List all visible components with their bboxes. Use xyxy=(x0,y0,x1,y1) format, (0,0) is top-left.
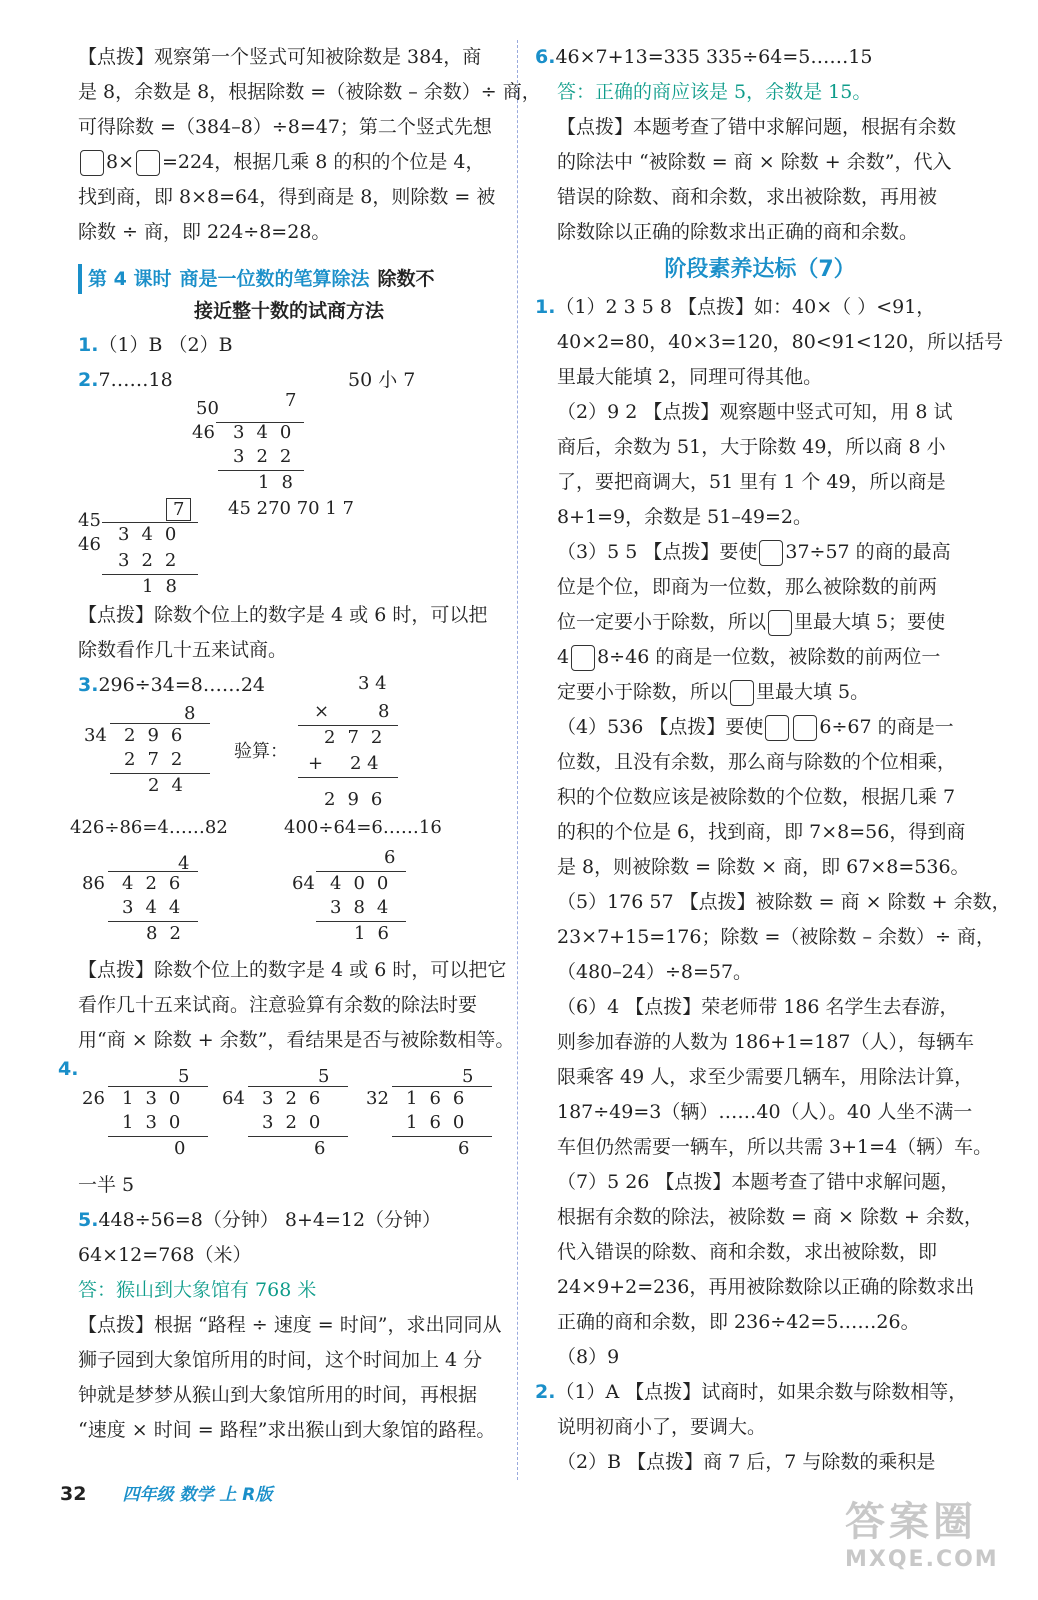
question-number: 1. xyxy=(78,334,99,356)
lesson-tag: 第 4 课时 xyxy=(78,264,171,294)
answer-text: 46×7+13=335 335÷64=5……15 xyxy=(555,46,873,68)
blank-box xyxy=(571,645,595,671)
text-line: 【点拨】观察第一个竖式可知被除数是 384，商 xyxy=(78,46,482,68)
text-fragment: 37÷57 的商的最高 xyxy=(785,541,951,563)
text-line: 了，要把商调大，51 里有 1 个 49，所以商是 xyxy=(557,471,946,493)
text-fragment: 里最大填 5；要使 xyxy=(794,611,946,633)
question-number: 4. xyxy=(58,1058,79,1080)
question-4-divisions: 4. 5 26 130 130 0 5 64 326 320 6 5 32 166 160 6 xyxy=(78,1058,500,1168)
text-line: 可得除数 =（384–8）÷8=47；第二个竖式先想 xyxy=(78,116,492,138)
lesson-title: 商是一位数的笔算除法 xyxy=(179,268,370,290)
text-line: 车但仍然需要一辆车，所以共需 3+1=4（辆）车。 xyxy=(557,1136,993,1158)
question-number: 6. xyxy=(535,46,556,68)
text-line: 限乘客 49 人，求至少需要几辆车，用除法计算， xyxy=(557,1066,974,1088)
answer-statement: 答：猴山到大象馆有 768 米 xyxy=(78,1279,317,1301)
text-line: 的积的个位是 6，找到商，即 7×8=56，得到商 xyxy=(557,821,966,843)
text-fragment: 定要小于除数，所以 xyxy=(557,681,729,703)
text-line: 23×7+15=176；除数 =（被除数 – 余数）÷ 商， xyxy=(557,926,995,948)
question-number: 5. xyxy=(78,1209,99,1231)
answer-text: 64×12=768（米） xyxy=(78,1244,252,1266)
text-line: 位数，且没有余数，那么商与除数的个位相乘， xyxy=(557,751,957,773)
text-line: 说明初商小了，要调大。 xyxy=(557,1416,767,1438)
text-line: 根据有余数的除法，被除数 = 商 × 除数 + 余数， xyxy=(557,1206,983,1228)
page-footer xyxy=(60,1480,272,1505)
blank-box xyxy=(765,715,789,741)
stage-heading: 阶段素养达标（7） xyxy=(664,257,856,282)
blank-box xyxy=(136,150,160,176)
text-fragment: 里最大填 5。 xyxy=(756,681,870,703)
question-number: 3. xyxy=(78,674,99,696)
tip-text: 钟就是梦梦从猴山到大象馆所用的时间，再根据 xyxy=(78,1384,478,1406)
text-line: 除数 ÷ 商，即 224÷8=28。 xyxy=(78,221,331,243)
text-line xyxy=(535,535,985,570)
text-line xyxy=(535,710,985,745)
lesson-subtitle: 除数不 xyxy=(377,268,435,290)
blank-box xyxy=(80,150,104,176)
text-line: 积的个位数应该是被除数的个位数，根据几乘 7 xyxy=(557,786,956,808)
text-line: （480–24）÷8=57。 xyxy=(557,961,753,983)
text-line xyxy=(78,145,500,180)
blank-box xyxy=(730,680,754,706)
tip-text: 看作几十五来试商。注意验算有余数的除法时要 xyxy=(78,994,478,1016)
blank-box xyxy=(768,610,792,636)
tip-text: 【点拨】本题考查了错中求解问题，根据有余数 xyxy=(557,116,957,138)
tip-text: 错误的除数、商和余数，求出被除数，再用被 xyxy=(557,186,938,208)
answer-text: 426÷86=4……82 xyxy=(70,817,228,838)
text-line: 位是个位，即商为一位数，那么被除数的前两 xyxy=(557,576,938,598)
text-fragment: 位一定要小于除数，所以 xyxy=(557,611,767,633)
text-line: 代入错误的除数、商和余数，求出被除数，即 xyxy=(557,1241,938,1263)
tip-text: 的除法中 “被除数 = 商 × 除数 + 余数”，代入 xyxy=(557,151,952,173)
answer-text: 50 小 7 xyxy=(348,369,416,391)
text-line: 是 8，余数是 8，根据除数 =（被除数 – 余数）÷ 商， xyxy=(78,81,541,103)
check-label: 验算： xyxy=(234,741,288,762)
text-line: 40×2=80，40×3=120，80<91<120，所以括号 xyxy=(557,331,1004,353)
watermark-url: MXQE.COM xyxy=(845,1547,999,1572)
answer-text: 448÷56=8（分钟） 8+4=12（分钟） xyxy=(98,1209,442,1231)
tip-text: 除数除以正确的除数求出正确的商和余数。 xyxy=(557,221,919,243)
watermark-logo xyxy=(845,1490,999,1572)
stage-question-1 xyxy=(535,290,985,325)
lesson-subtitle-2: 接近整十数的试商方法 xyxy=(193,300,384,322)
right-column xyxy=(535,40,1011,1480)
long-division-with-check: 8 34 296 272 24 3 4 × 8 验算： 272 + 2 4 296 426÷86=4……82 400÷64=6……16 xyxy=(70,673,442,838)
question-number: 1. xyxy=(535,296,556,318)
long-division: 50 7 46 340 322 18 xyxy=(192,390,305,493)
answer-text: 296÷34=8……24 xyxy=(98,674,265,696)
lesson-heading xyxy=(78,264,500,294)
answer-text: （1）B （2）B xyxy=(98,334,233,356)
text-fragment: （4）536 【点拨】要使 xyxy=(557,716,764,738)
answer-text: （1）A 【点拨】试商时，如果余数与除数相等， xyxy=(555,1381,968,1403)
text-line: 正确的商和余数，即 236÷42=5……26。 xyxy=(557,1311,920,1333)
text-line: 里最大能填 2，同理可得其他。 xyxy=(557,366,823,388)
text-fragment: 8÷46 的商是一位数，被除数的前两位一 xyxy=(597,646,941,668)
text-fragment: 4 xyxy=(557,646,570,668)
question-5 xyxy=(78,1203,500,1238)
text-line: 则参加春游的人数为 186+1=187（人），每辆车 xyxy=(557,1031,974,1053)
answer-statement: 答：正确的商应该是 5，余数是 15。 xyxy=(557,81,872,103)
text-fragment: 8× xyxy=(106,151,135,173)
long-division: 45 7 45 270 70 1 7 46 340 322 18 xyxy=(78,498,354,597)
text-fragment: （3）5 5 【点拨】要使 xyxy=(557,541,758,563)
text-line: 商后，余数为 51，大于除数 49，所以商 8 小 xyxy=(557,436,946,458)
tip-text: 【点拨】除数个位上的数字是 4 或 6 时，可以把 xyxy=(78,604,488,626)
left-column xyxy=(58,40,541,1448)
question-number: 2. xyxy=(535,1381,556,1403)
text-line xyxy=(535,640,985,675)
answer-text: 7……18 xyxy=(98,369,173,391)
text-line xyxy=(535,605,985,640)
text-line xyxy=(535,675,985,710)
answer-text: 400÷64=6……16 xyxy=(284,817,442,838)
text-line: （6）4 【点拨】荣老师带 186 名学生去春游， xyxy=(557,996,959,1018)
tip-text: 除数看作几十五来试商。 xyxy=(78,639,288,661)
question-1 xyxy=(78,328,500,363)
text-fragment: 6÷67 的商是一 xyxy=(819,716,954,738)
tip-text: “速度 × 时间 = 路程”求出猴山到大象馆的路程。 xyxy=(78,1419,496,1441)
answer-text: 一半 5 xyxy=(78,1174,135,1196)
question-6 xyxy=(535,40,985,75)
text-line: 24×9+2=236，再用被除数除以正确的除数求出 xyxy=(557,1276,975,1298)
tip-text: 【点拨】除数个位上的数字是 4 或 6 时，可以把它 xyxy=(78,959,507,981)
blank-box xyxy=(793,715,817,741)
tip-text: 用“商 × 除数 + 余数”，看结果是否与被除数相等。 xyxy=(78,1029,515,1051)
answer-text: 45 270 70 1 7 xyxy=(228,498,354,519)
text-line: 是 8，则被除数 = 除数 × 商，即 67×8=536。 xyxy=(557,856,970,878)
question-3 xyxy=(78,668,500,703)
book-title: 四年级 数学 上 R版 xyxy=(122,1485,273,1505)
blank-box xyxy=(759,540,783,566)
tip-text: 狮子园到大象馆所用的时间，这个时间加上 4 分 xyxy=(78,1349,483,1371)
tip-text: 【点拨】根据 “路程 ÷ 速度 = 时间”，求出同同从 xyxy=(78,1314,502,1336)
text-line: 8+1=9，余数是 51–49=2。 xyxy=(557,506,813,528)
text-line: （2）B 【点拨】商 7 后，7 与除数的乘积是 xyxy=(557,1451,936,1473)
text-line: （7）5 26 【点拨】本题考查了错中求解问题， xyxy=(557,1171,960,1193)
long-division-pair: 4 86 426 344 82 6 64 400 384 16 xyxy=(78,853,500,953)
watermark-text: 答案圈 xyxy=(845,1499,977,1545)
text-line: （5）176 57 【点拨】被除数 = 商 × 除数 + 余数， xyxy=(557,891,1011,913)
text-line: 187÷49=3（辆）……40（人）。40 人坐不满一 xyxy=(557,1101,973,1123)
answer-text: （1）2 3 5 8 【点拨】如：40×（ ）<91， xyxy=(555,296,936,318)
stage-question-2 xyxy=(535,1375,985,1410)
text-line: （2）9 2 【点拨】观察题中竖式可知，用 8 试 xyxy=(557,401,953,423)
text-fragment: =224，根据几乘 8 的积的个位是 4， xyxy=(162,151,485,173)
page-number: 32 xyxy=(60,1483,87,1505)
question-number: 2. xyxy=(78,369,99,391)
text-line: （8）9 xyxy=(557,1346,620,1368)
column-divider xyxy=(517,40,518,1480)
text-line: 找到商，即 8×8=64，得到商是 8，则除数 = 被 xyxy=(78,186,496,208)
